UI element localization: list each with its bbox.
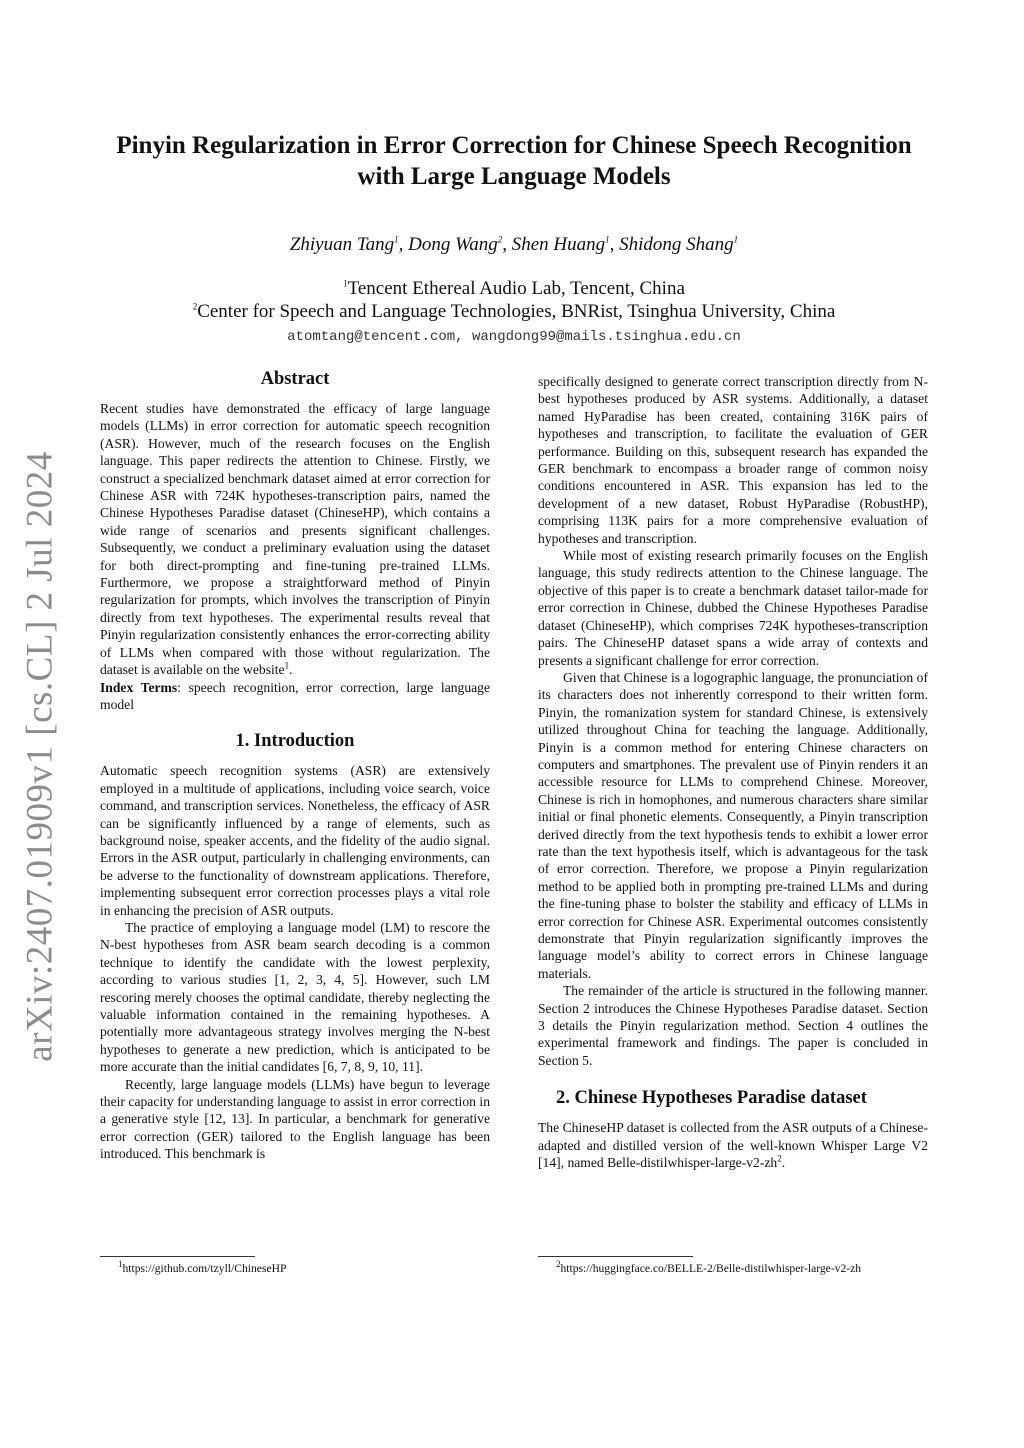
author-affil-mark: 2	[497, 234, 503, 245]
intro-paragraph-3: Recently, large language models (LLMs) have begun to leverage their capacity for understanding language to assist in error correction in a generative style [12, 13]. In particular, a benchmark for generative error correction (GER) tailored to the English language has been introduced. This benchmark is	[100, 1076, 490, 1162]
section-2-body: The ChineseHP dataset is collected from the ASR outputs of a Chinese-adapted and distilled version of the well-known Whisper Large V2 [14], named Belle-distilwhisper-large-v2-zh	[538, 1120, 928, 1171]
affiliation-mark: 2	[192, 301, 198, 312]
footnote-link[interactable]: https://github.com/tzyll/ChineseHP	[122, 1262, 287, 1275]
section-2-heading: 2. Chinese Hypotheses Paradise dataset	[556, 1088, 867, 1109]
abstract-body: Recent studies have demonstrated the efficacy of large language models (LLMs) in error correction for automatic speech recognition (ASR). However, much of the research focuses on the English language. This paper redirects the attention to Chinese. Firstly, we construct a specialized benchmark dataset aimed at error correction for Chinese ASR with 724K hypotheses-transcription pairs, named the Chinese Hypotheses Paradise dataset (ChineseHP), which contains a wide range of scenarios and presents significant challenges. Subsequently, we conduct a preliminary evaluation using the dataset for both direct-prompting and fine-tuning pre-trained LLMs. Furthermore, we propose a straightforward method of Pinyin regularization for prompts, which involves the transcription of Pinyin directly from text hypotheses. The experimental results reveal that Pinyin regularization consistently enhances the error-correcting ability of LLMs when compared with those without regularization. The dataset is available on the website	[100, 401, 490, 678]
author-affil-mark: 1	[605, 234, 610, 245]
intro-paragraph-4: While most of existing research primarily focuses on the English language, this study redirects attention to the Chinese language. The objective of this paper is to create a benchmark dataset tailor-made for error correction in Chinese, dubbed the Chinese Hypotheses Paradise dataset (ChineseHP), which comprises 724K hypotheses-transcription pairs. The ChineseHP dataset spans a wide array of contexts and presents a significant challenge for error correction.	[538, 548, 928, 668]
author-affil-mark: 1	[733, 234, 739, 245]
title-line-2: with Large Language Models	[357, 163, 671, 190]
affiliation-text: Center for Speech and Language Technologies, BNRist, Tsinghua University, China	[197, 301, 836, 322]
intro-paragraph-2: The practice of employing a language model (LM) to rescore the N-best hypotheses from ASR beam search decoding is a common technique to identify the candidate with the lowest perplexity, according to various studies [1, 2, 3, 4, 5]. However, such LM rescoring merely chooses the optimal candidate, thereby neglecting the valuable information contained in the remaining hypotheses. A potentially more advantageous strategy involves merging the N-best hypotheses to generate a new prediction, which is anticipated to be more accurate than the initial candidates [6, 7, 8, 9, 10, 11].	[100, 919, 490, 1075]
author-emails[interactable]: atomtang@tencent.com, wangdong99@mails.tsinghua.edu.cn	[287, 329, 741, 345]
footnote-mark: 1	[118, 1259, 123, 1270]
footnote-ref-1[interactable]: 1	[284, 660, 290, 671]
footnote-mark: 2	[556, 1259, 561, 1270]
index-terms-text: : speech recognition, error correction, large language model	[100, 679, 490, 712]
left-column	[100, 368, 490, 1163]
footnote-ref-2[interactable]: 2	[777, 1153, 782, 1164]
right-column	[538, 373, 928, 1171]
section-2-paragraph-1	[538, 1119, 928, 1171]
author-affil-mark: 1	[394, 234, 399, 245]
author-name: Dong Wang	[408, 234, 498, 255]
author-name: Shidong Shang	[619, 234, 734, 255]
footnote-rule-right	[538, 1256, 693, 1257]
introduction-heading: 1. Introduction	[235, 731, 355, 752]
author-name: Shen Huang	[511, 234, 606, 255]
paper-title	[100, 130, 928, 192]
abstract-text	[100, 400, 490, 679]
arxiv-watermark: arXiv:2407.01909v1 [cs.CL] 2 Jul 2024	[19, 451, 61, 1062]
affiliation-1	[100, 278, 928, 300]
footnote-rule-left	[100, 1256, 255, 1257]
section-2-end: .	[781, 1155, 786, 1171]
intro-paragraph-3-continued: specifically designed to generate correct transcription directly from N-best hypotheses produced by ASR systems. Additionally, a dataset named HyParadise has been created, containing 316K pairs of hypotheses and transcription, to facilitate the evaluation of GER performance. Building on this, subsequent research has expanded the GER benchmark to encompass a broader range of common noisy conditions encountered in ASR. This expansion has led to the development of a new dataset, Robust HyParadise (RobustHP), comprising 113K pairs for a more comprehensive evaluation of hypotheses and transcription.	[538, 374, 928, 546]
author-name: Zhiyuan Tang	[289, 234, 395, 255]
footnote-2	[556, 1259, 862, 1275]
affiliation-mark: 1	[343, 278, 348, 289]
index-terms	[100, 679, 490, 714]
footnote-1	[118, 1259, 287, 1275]
intro-paragraph-5: Given that Chinese is a logographic language, the pronunciation of its characters does not inherently correspond to their written form. Pinyin, the romanization system for standard Chinese, is extensively utilized throughout China for teaching the language. Additionally, Pinyin is a common method for entering Chinese characters on computers and smartphones. The prevalent use of Pinyin renders it an accessible resource for LLMs to comprehend Chinese. Moreover, Chinese is rich in homophones, and numerous characters share similar initial or final phonetic elements. Consequently, a Pinyin transcription derived directly from the text hypothesis tends to exhibit a lower error rate than the text hypothesis itself, which is advantageous for the task of error correction. Therefore, we propose a Pinyin regularization method to be applied both in prompting pre-trained LLMs and during the fine-tuning phase to bolster the stability and efficacy of LLMs in error correction for Chinese ASR. Experimental outcomes consistently demonstrate that Pinyin regularization significantly improves the language model’s ability to correct errors in Chinese language materials.	[538, 669, 928, 981]
author-list: Zhiyuan Tang$^1$, Dong Wang$^2$, Shen Huang$^1$, Shidong Shang$^1$	[289, 234, 739, 255]
abstract-heading: Abstract	[260, 369, 330, 389]
intro-paragraph-1: Automatic speech recognition systems (ASR) are extensively employed in a multitude of applications, including voice search, voice command, and transcription services. Nonetheless, the efficacy of ASR can be significantly influenced by a range of elements, such as background noise, speaker accents, and the fidelity of the audio signal. Errors in the ASR output, particularly in challenging environments, can be adverse to the functionality of downstream applications. Therefore, implementing subsequent error correction processes plays a vital role in enhancing the precision of ASR outputs.	[100, 763, 490, 918]
footnote-link[interactable]: https://huggingface.co/BELLE-2/Belle-distilwhisper-large-v2-zh	[560, 1262, 862, 1275]
affiliation-text: Tencent Ethereal Audio Lab, Tencent, China	[347, 278, 685, 299]
index-terms-label: Index Terms	[100, 679, 178, 695]
affiliation-2	[100, 301, 928, 323]
title-line-1: Pinyin Regularization in Error Correction for Chinese Speech Recognition	[116, 132, 912, 159]
intro-paragraph-6: The remainder of the article is structured in the following manner. Section 2 introduces the Chinese Hypotheses Paradise dataset. Section 3 details the Pinyin regularization method. Section 4 outlines the experimental framework and findings. The paper is concluded in Section 5.	[538, 983, 928, 1068]
abstract-end: .	[289, 662, 293, 678]
